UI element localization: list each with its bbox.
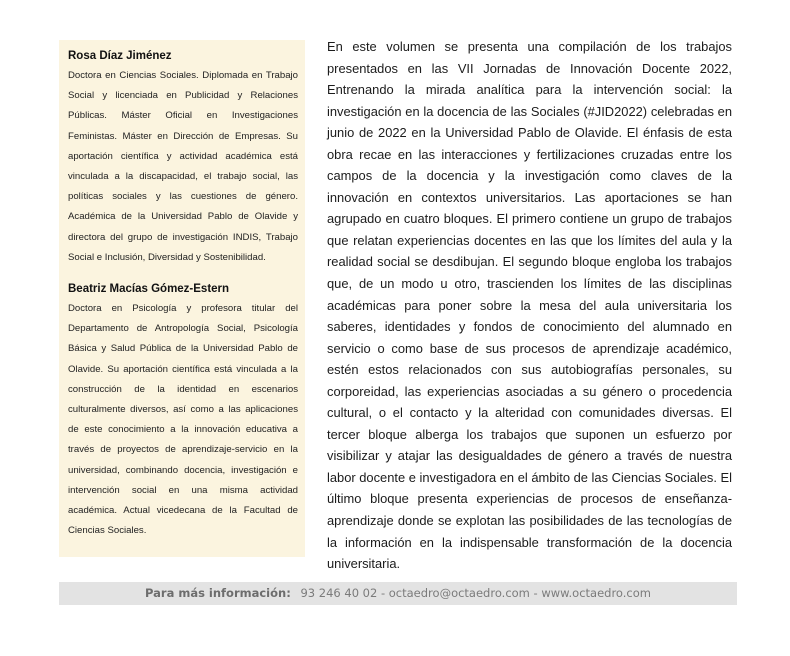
- footer-contact: 93 246 40 02 - octaedro@octaedro.com - www.octaedro.com: [300, 586, 651, 600]
- author-bio-text: Doctora en Psicología y profesora titular del Departamento de Antropología Social, Psicología Básica y Salud Pública de la Universidad Pablo de Olavide. Su aportación científica está vinculada a la construcción de la identidad en escenarios culturalmente diversos, así como a las aplicaciones de este conocimiento a la innovación educativa a través de proyectos de aprendizaje-servicio en la universidad, combinando docencia, investigación e intervención social en una misma actividad académica. Actual vicedecana de la Facultad de Ciencias Sociales.: [68, 303, 298, 537]
- author-bio-1: [68, 48, 298, 268]
- author-name: Beatriz Macías Gómez-Estern: [68, 283, 230, 296]
- author-name: Rosa Díaz Jiménez: [68, 50, 172, 62]
- book-description: En este volumen se presenta una compilación de los trabajos presentados en las VII Jornadas de Innovación Docente 2022, Entrenando la mirada analítica para la intervención social: la investigación en la docencia de las Sociales (#JID2022) celebradas en junio de 2022 en la Universidad Pablo de Olavide. El énfasis de esta obra recae en las interacciones y fertilizaciones cruzadas entre los campos de la docencia y la investigación como claves de la innovación en contextos universitarios. Las aportaciones se han agrupado en cuatro bloques. El primero contiene un grupo de trabajos que relatan experiencias docentes en las que los límites del aula y la realidad social se desdibujan. El segundo bloque engloba los trabajos que, de un modo u otro, trascienden los límites de las disciplinas académicas para poner sobre la mesa del aula universitaria los saberes, identidades y fondos de conocimiento del alumnado en servicio o como base de sus procesos de aprendizaje académico, estén estos relacionados con sus autobiografías personales, su corporeidad, las experiencias asociadas a su género o procedencia cultural, o el contacto y la alteridad con comunidades diversas. El tercer bloque alberga los trabajos que suponen un esfuerzo por visibilizar y atajar las desigualdades de género a través de nuestra labor docente e investigadora en el ámbito de las Ciencias Sociales. El último bloque presenta experiencias de procesos de enseñanza-aprendizaje donde se explotan las posibilidades de las tecnologías de la información en la indispensable transformación de la docencia universitaria.: [327, 39, 732, 572]
- contact-footer: [59, 582, 737, 605]
- author-bios-panel: [59, 40, 305, 557]
- author-bio-text: Doctora en Ciencias Sociales. Diplomada en Trabajo Social y licenciada en Publicidad y Relaciones Públicas. Máster Oficial en Investigaciones Feministas. Máster en Dirección de Empresas. Su aportación científica y actividad académica está vinculada a la discapacidad, el trabajo social, las políticas sociales y las cuestiones de género. Académica de la Universidad Pablo de Olavide y directora del grupo de investigación INDIS, Trabajo Social e Inclusión, Diversidad y Sostenibilidad.: [68, 70, 298, 263]
- footer-label: Para más información:: [145, 586, 291, 600]
- author-bio-2: [68, 281, 298, 541]
